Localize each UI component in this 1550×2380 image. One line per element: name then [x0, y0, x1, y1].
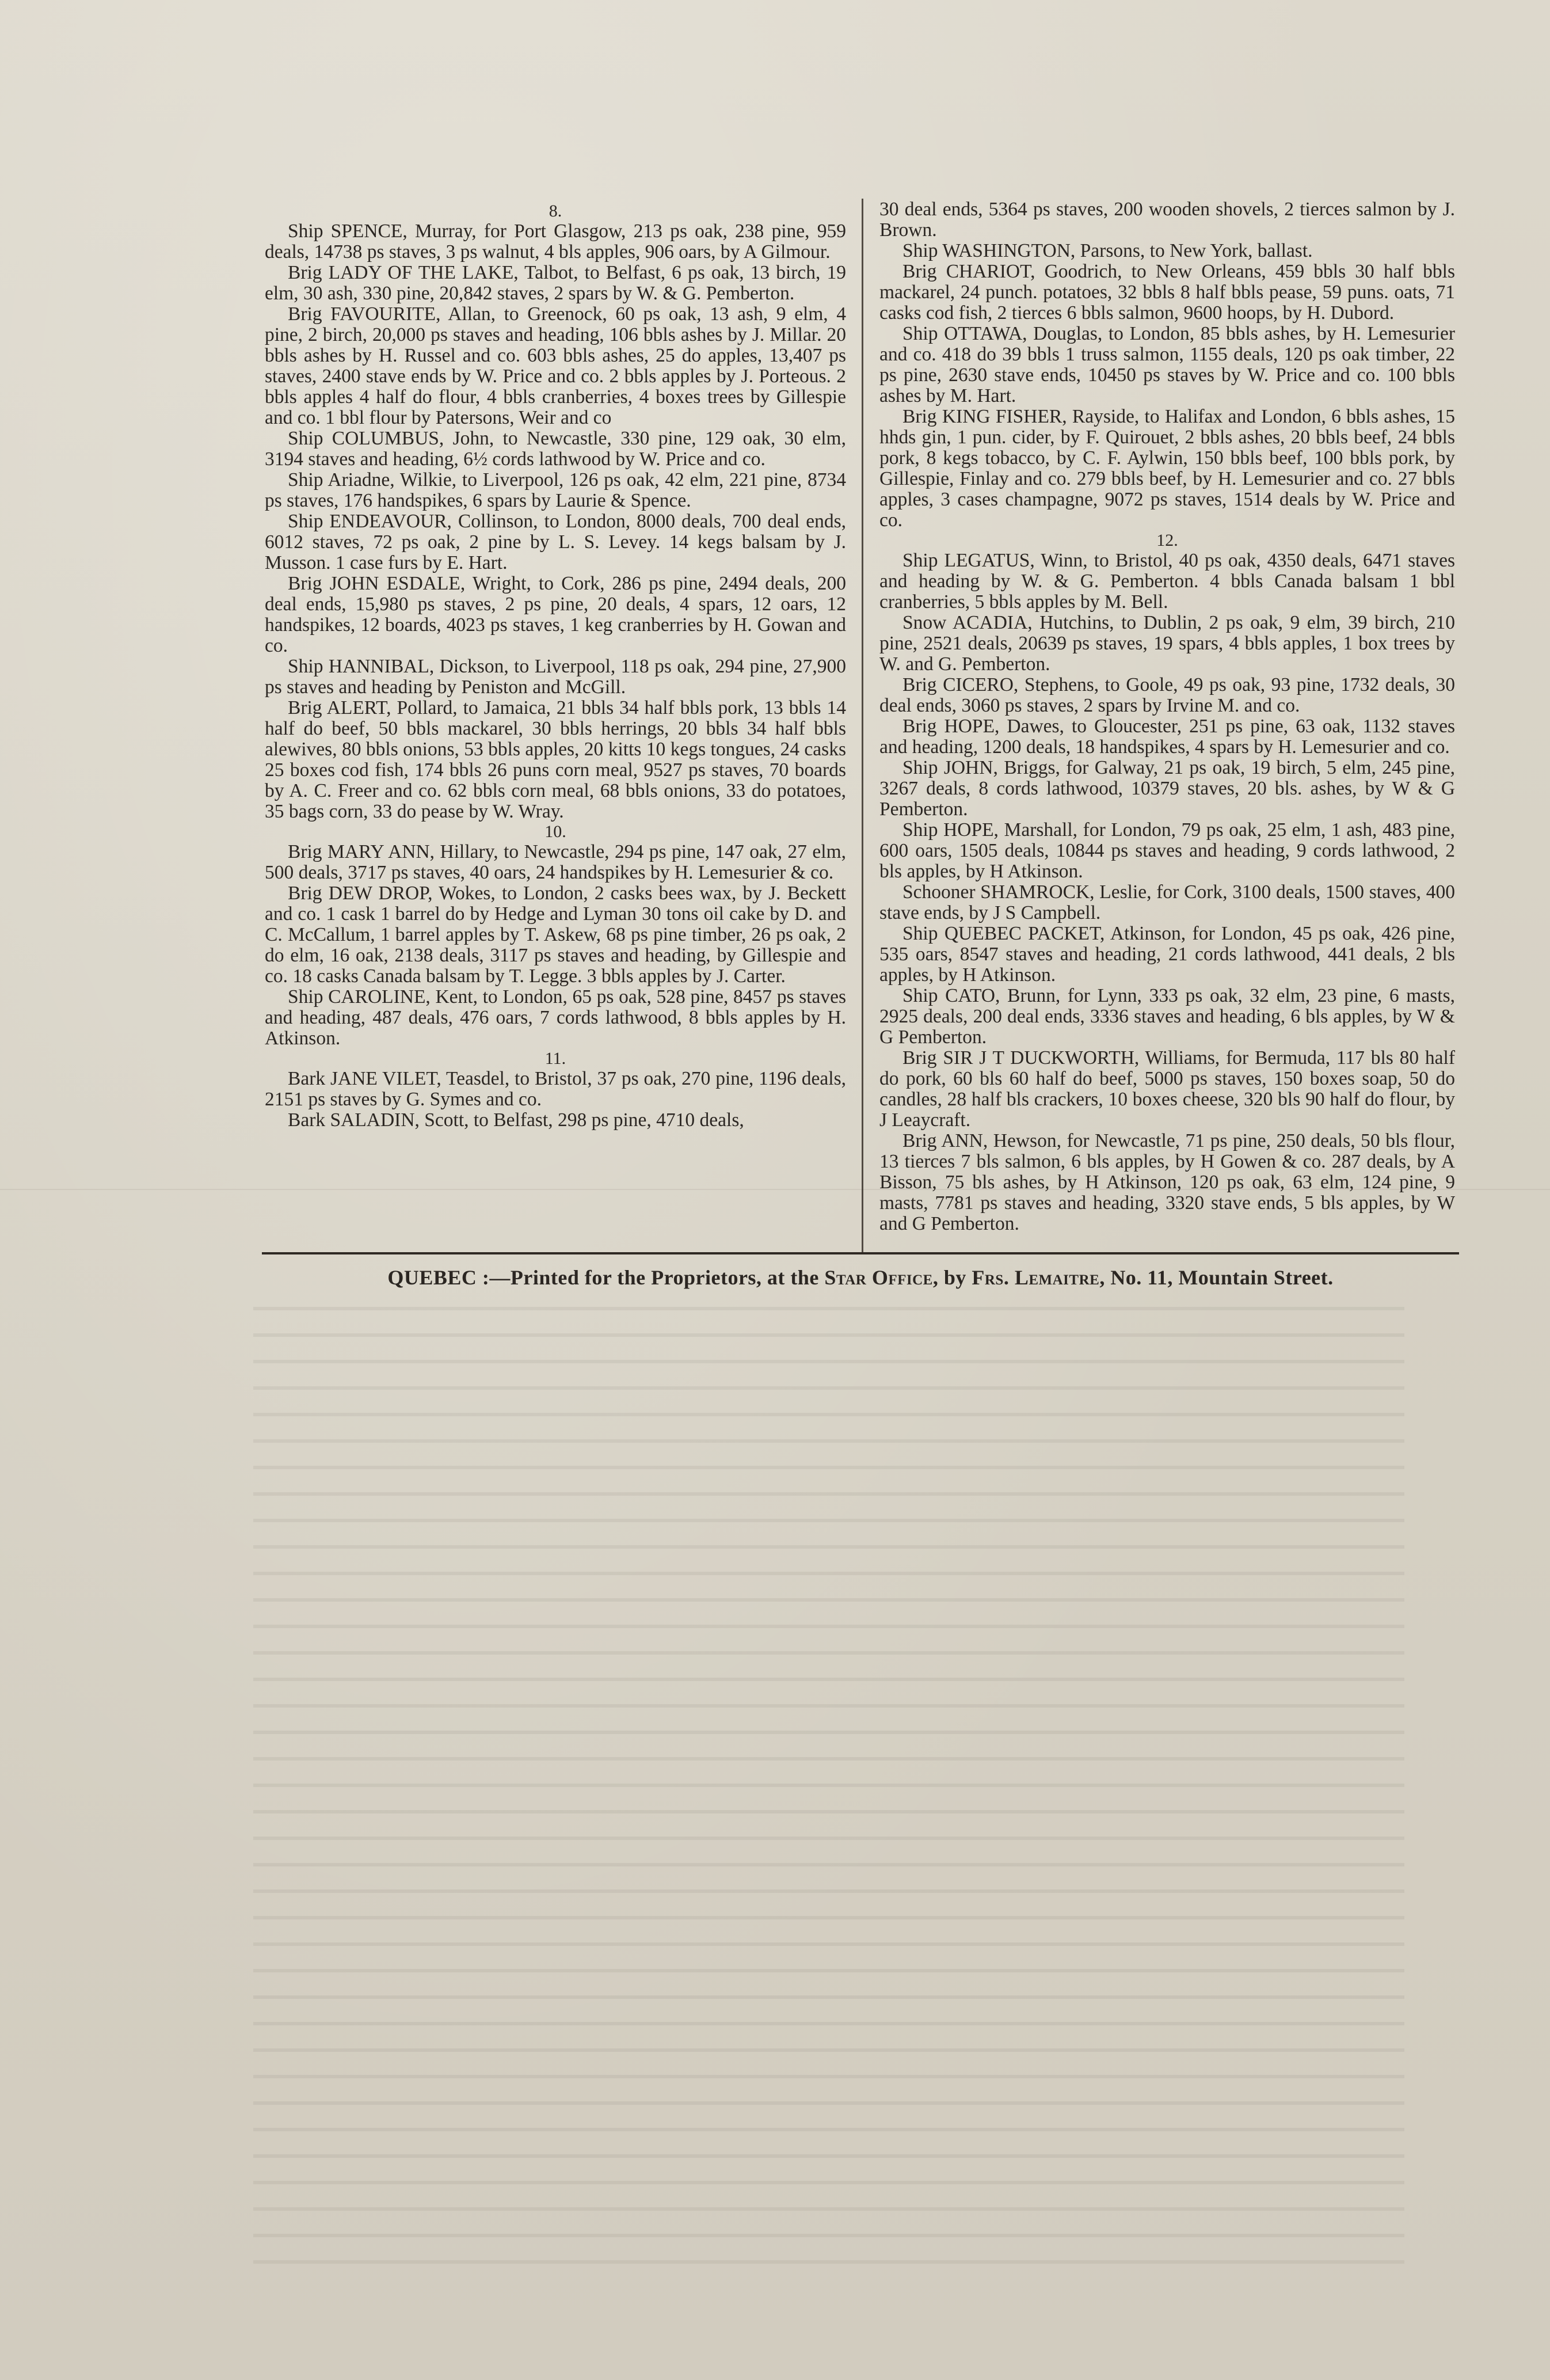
- right-column: [879, 199, 1455, 1234]
- date-section-number: 10.: [544, 822, 566, 841]
- shipping-entry: Ship LEGATUS, Winn, to Bristol, 40 ps oak, 4350 deals, 6471 staves and heading by W. & G. Pemberton. 4 bbls Canada balsam 1 bbl cranberries, 5 bbls apples by M. Bell.: [879, 550, 1455, 613]
- shipping-entry: Ship OTTAWA, Douglas, to London, 85 bbls ashes, by H. Lemesurier and co. 418 do 39 bbls 1 truss salmon, 1155 deals, 120 ps oak timber, 22 ps pine, 2630 stave ends, 10450 ps staves by W. Price and co. 100 bbls ashes by M. Hart.: [879, 323, 1455, 406]
- shipping-entry: Ship SPENCE, Murray, for Port Glasgow, 213 ps oak, 238 pine, 959 deals, 14738 ps staves, 3 ps walnut, 4 bls apples, 906 oars, by A Gilmour.: [265, 220, 846, 263]
- shipping-entry: Bark SALADIN, Scott, to Belfast, 298 ps pine, 4710 deals,: [288, 1109, 744, 1131]
- shipping-entry: Brig ANN, Hewson, for Newcastle, 71 ps pine, 250 deals, 50 bls flour, 13 tierces 7 bls salmon, 6 bls apples, by H Gowen & co. 287 deals, by A Bisson, 75 bls ashes, by H Atkinson, 120 ps oak, 63 elm, 124 pine, 9 masts, 7781 ps staves and heading, 3320 stave ends, 5 bls apples, by W and G Pemberton.: [879, 1130, 1455, 1234]
- shipping-entry: Ship QUEBEC PACKET, Atkinson, for London, 45 ps oak, 426 pine, 535 oars, 8547 staves and heading, 21 cords lathwood, 441 deals, 2 bls apples, by H Atkinson.: [879, 923, 1455, 986]
- show-through-text: [253, 1307, 1404, 2286]
- date-section-number: 12.: [1156, 531, 1178, 550]
- column-divider: [862, 199, 863, 1252]
- left-column: [265, 201, 846, 1131]
- shipping-entry: Ship WASHINGTON, Parsons, to New York, ballast.: [902, 240, 1313, 261]
- shipping-entry: 30 deal ends, 5364 ps staves, 200 wooden shovels, 2 tierces salmon by J. Brown.: [879, 199, 1455, 241]
- date-section-number: 8.: [549, 201, 562, 220]
- shipping-entry: Brig DEW DROP, Wokes, to London, 2 casks bees wax, by J. Beckett and co. 1 cask 1 barrel do by Hedge and Lyman 30 tons oil cake by D. and C. McCallum, 1 barrel apples by T. Askew, 68 ps pine timber, 26 ps oak, 2 do elm, 16 oak, 2138 deals, 3117 ps staves and heading, by Gillespie and co. 18 casks Canada balsam by T. Legge. 3 bbls apples by J. Carter.: [265, 883, 846, 987]
- imprint-by: , by: [932, 1266, 972, 1289]
- shipping-entry: Ship HANNIBAL, Dickson, to Liverpool, 118 ps oak, 294 pine, 27,900 ps staves and heading by Peniston and McGill.: [265, 656, 846, 698]
- footer-rule: [262, 1252, 1459, 1254]
- shipping-entry: Brig FAVOURITE, Allan, to Greenock, 60 ps oak, 13 ash, 9 elm, 4 pine, 2 birch, 20,000 ps staves and heading, 106 bbls ashes by J. Millar. 20 bbls ashes by H. Russel and co. 603 bbls ashes, 25 do apples, 13,407 ps staves, 2400 stave ends by W. Price and co. 2 bbls apples by J. Porteous. 2 bbls apples 4 half do flour, 4 bbls cranberries, 4 boxes trees by Gillespie and co. 1 bbl flour by Patersons, Weir and co: [265, 303, 846, 428]
- shipping-entry: Brig ALERT, Pollard, to Jamaica, 21 bbls 34 half bbls pork, 13 bbls 14 half do beef, 50 bbls mackarel, 30 bbls herrings, 20 bbls 34 half bbls alewives, 80 bbls onions, 53 bbls apples, 20 kitts 10 kegs tongues, 24 casks 25 boxes cod fish, 174 bbls 26 puns corn meal, 9527 ps staves, 70 boards by A. C. Freer and co. 62 bbls corn meal, 68 bbls onions, 33 do potatoes, 35 bags corn, 33 do pease by W. Wray.: [265, 697, 846, 822]
- shipping-entry: Ship HOPE, Marshall, for London, 79 ps oak, 25 elm, 1 ash, 483 pine, 600 oars, 1505 deals, 10844 ps staves and heading, 9 cords lathwood, 2 bls apples, by H Atkinson.: [879, 819, 1455, 882]
- imprint-prefix: QUEBEC :—Printed for the Proprietors, at the: [387, 1266, 825, 1289]
- shipping-entry: Ship COLUMBUS, John, to Newcastle, 330 pine, 129 oak, 30 elm, 3194 staves and heading, 6½ cords lathwood by W. Price and co.: [265, 428, 846, 470]
- shipping-entry: Ship JOHN, Briggs, for Galway, 21 ps oak, 19 birch, 5 elm, 245 pine, 3267 deals, 8 cords lathwood, 10379 staves, 20 bls. ashes, by W & G Pemberton.: [879, 757, 1455, 820]
- shipping-entry: Snow ACADIA, Hutchins, to Dublin, 2 ps oak, 9 elm, 39 birch, 210 pine, 2521 deals, 20639 ps staves, 19 spars, 4 bbls apples, 1 box trees by W. and G. Pemberton.: [879, 612, 1455, 675]
- shipping-entry: Brig SIR J T DUCKWORTH, Williams, for Bermuda, 117 bls 80 half do pork, 60 bls 60 half do beef, 5000 ps staves, 150 boxes soap, 50 do candles, 28 half bls crackers, 10 boxes cheese, 320 bls 90 half do flour, by J Leaycraft.: [879, 1047, 1455, 1131]
- shipping-entry: Bark JANE VILET, Teasdel, to Bristol, 37 ps oak, 270 pine, 1196 deals, 2151 ps staves by G. Symes and co.: [265, 1068, 846, 1110]
- shipping-entry: Ship ENDEAVOUR, Collinson, to London, 8000 deals, 700 deal ends, 6012 staves, 72 ps oak, 2 pine by L. S. Levey. 14 kegs balsam by J. Musson. 1 case furs by E. Hart.: [265, 511, 846, 573]
- imprint-suffix: , No. 11, Mountain Street.: [1099, 1266, 1334, 1289]
- shipping-entry: Brig MARY ANN, Hillary, to Newcastle, 294 ps pine, 147 oak, 27 elm, 500 deals, 3717 ps staves, 40 oars, 24 handspikes by H. Lemesurier & co.: [265, 841, 846, 883]
- shipping-entry: Brig KING FISHER, Rayside, to Halifax and London, 6 bbls ashes, 15 hhds gin, 1 pun. cider, by F. Quirouet, 2 bbls ashes, 20 bbls beef, 24 bbls pork, 8 kegs tobacco, by C. F. Aylwin, 150 bbls beef, 100 bbls pork, by Gillespie, Finlay and co. 279 bbls beef, by H. Lemesurier and co. 27 bbls apples, 3 cases champagne, 9072 ps staves, 1514 deals by W. Price and co.: [879, 406, 1455, 531]
- imprint-office: Star Office: [824, 1266, 933, 1289]
- shipping-entry: Brig CHARIOT, Goodrich, to New Orleans, 459 bbls 30 half bbls mackarel, 24 punch. potatoes, 32 bbls 8 half bbls pease, 59 puns. oats, 71 casks cod fish, 2 tierces 6 bbls salmon, 9600 hoops, by H. Dubord.: [879, 261, 1455, 324]
- shipping-entry: Ship CATO, Brunn, for Lynn, 333 ps oak, 32 elm, 23 pine, 6 masts, 2925 deals, 200 deal ends, 3336 staves and heading, 6 bls apples, by W & G Pemberton.: [879, 985, 1455, 1048]
- printer-imprint: [262, 1265, 1459, 1290]
- shipping-entry: Schooner SHAMROCK, Leslie, for Cork, 3100 deals, 1500 staves, 400 stave ends, by J S Campbell.: [879, 881, 1455, 923]
- shipping-entry: Brig JOHN ESDALE, Wright, to Cork, 286 ps pine, 2494 deals, 200 deal ends, 15,980 ps staves, 2 ps pine, 20 deals, 4 spars, 12 oars, 12 handspikes, 12 boards, 4023 ps staves, 1 keg cranberries by H. Gowan and co.: [265, 573, 846, 656]
- date-section-number: 11.: [544, 1049, 566, 1068]
- shipping-entry: Ship Ariadne, Wilkie, to Liverpool, 126 ps oak, 42 elm, 221 pine, 8734 ps staves, 176 handspikes, 6 spars by Laurie & Spence.: [265, 469, 846, 511]
- shipping-entry: Brig LADY OF THE LAKE, Talbot, to Belfast, 6 ps oak, 13 birch, 19 elm, 30 ash, 330 pine, 20,842 staves, 2 spars by W. & G. Pemberton.: [265, 262, 846, 304]
- shipping-entry: Ship CAROLINE, Kent, to London, 65 ps oak, 528 pine, 8457 ps staves and heading, 487 deals, 476 oars, 7 cords lathwood, 8 bbls apples by H. Atkinson.: [265, 986, 846, 1049]
- imprint-printer: Frs. Lemaitre: [972, 1266, 1100, 1289]
- shipping-entry: Brig HOPE, Dawes, to Gloucester, 251 ps pine, 63 oak, 1132 staves and heading, 1200 deals, 18 handspikes, 4 spars by H. Lemesurier and co.: [879, 716, 1455, 758]
- shipping-entry: Brig CICERO, Stephens, to Goole, 49 ps oak, 93 pine, 1732 deals, 30 deal ends, 3060 ps staves, 2 spars by Irvine M. and co.: [879, 674, 1455, 716]
